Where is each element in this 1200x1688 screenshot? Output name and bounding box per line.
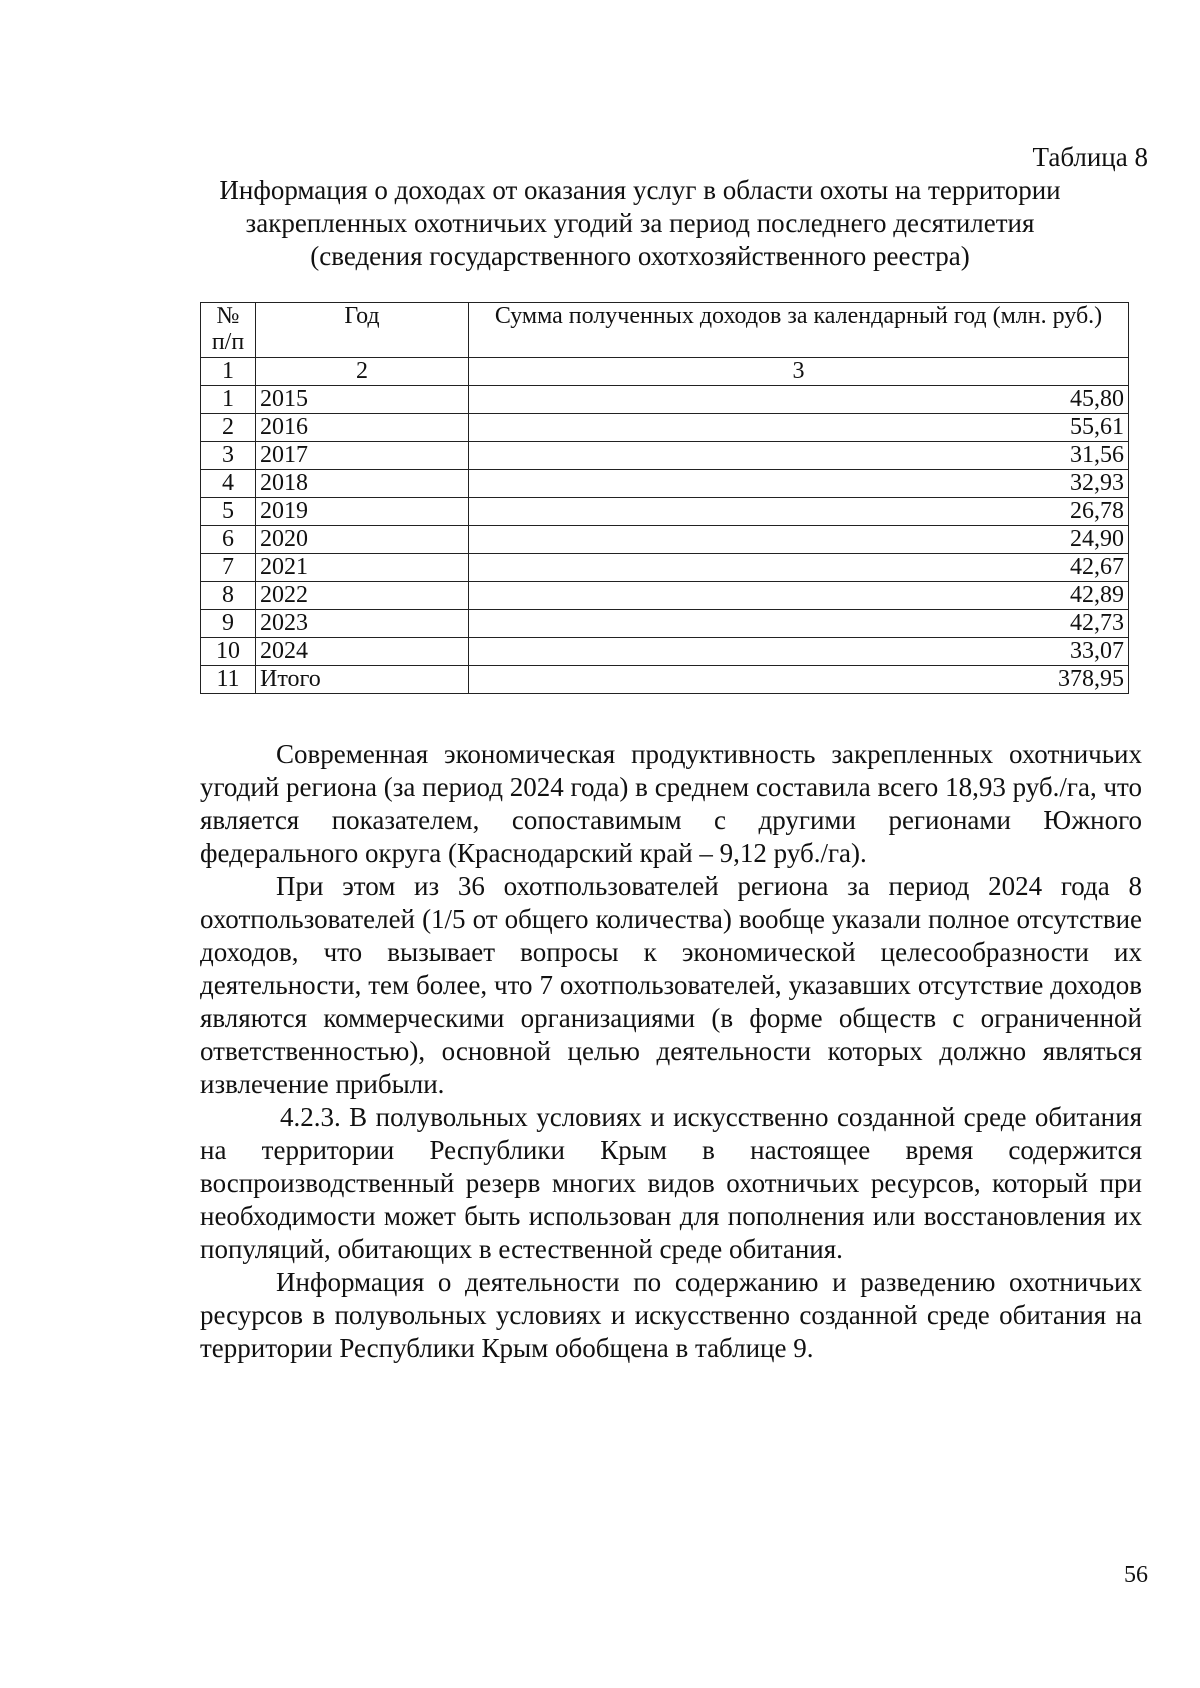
row-sum: 26,78 xyxy=(469,498,1129,526)
income-table xyxy=(200,302,1129,694)
row-year: 2024 xyxy=(256,638,469,666)
column-number-row xyxy=(201,358,1129,386)
header-sum: Сумма полученных доходов за календарный год (млн. руб.) xyxy=(469,303,1129,358)
row-number: 1 xyxy=(201,386,256,414)
row-sum: 42,73 xyxy=(469,610,1129,638)
body-text xyxy=(200,738,1142,1365)
page-number: 56 xyxy=(1124,1562,1148,1588)
column-number: 2 xyxy=(256,358,469,386)
table-row xyxy=(201,610,1129,638)
paragraph: Современная экономическая продуктивность закрепленных охотничьих угодий региона (за период 2024 года) в среднем составила всего 18,93 руб./га, что является показателем, сопоставимым с другими регионами Южного федерального округа (Краснодарский край – 9,12 руб./га). xyxy=(200,739,1142,868)
paragraph: 4.2.3. В полувольных условиях и искусственно созданной среде обитания на территории Республики Крым в настоящее время содержится воспроизводственный резерв многих видов охотничьих ресурсов, который при необходимости может быть использован для пополнения или восстановления их популяций, обитающих в естественной среде обитания. xyxy=(200,1102,1142,1264)
row-year: 2020 xyxy=(256,526,469,554)
row-year: 2023 xyxy=(256,610,469,638)
column-number: 3 xyxy=(469,358,1129,386)
table-row xyxy=(201,442,1129,470)
table-row xyxy=(201,582,1129,610)
row-sum: 24,90 xyxy=(469,526,1129,554)
row-year: 2015 xyxy=(256,386,469,414)
row-number: 10 xyxy=(201,638,256,666)
row-number: 7 xyxy=(201,554,256,582)
row-number: 2 xyxy=(201,414,256,442)
row-sum: 33,07 xyxy=(469,638,1129,666)
row-year: 2022 xyxy=(256,582,469,610)
header-year: Год xyxy=(256,303,469,358)
row-year: Итого xyxy=(256,666,469,694)
table-row xyxy=(201,498,1129,526)
row-number: 6 xyxy=(201,526,256,554)
table-row xyxy=(201,470,1129,498)
row-sum: 32,93 xyxy=(469,470,1129,498)
title-line: (сведения государственного охотхозяйственного реестра) xyxy=(310,241,970,271)
title-line: Информация о доходах от оказания услуг в области охоты на территории xyxy=(219,175,1061,205)
row-number: 5 xyxy=(201,498,256,526)
row-sum: 31,56 xyxy=(469,442,1129,470)
row-year: 2018 xyxy=(256,470,469,498)
paragraph: При этом из 36 охотпользователей региона за период 2024 года 8 охотпользователей (1/5 от общего количества) вообще указали полное отсутствие доходов, что вызывает вопросы к экономической целесообразности их деятельности, тем более, что 7 охотпользователей, указавших отсутствие доходов являются коммерческими организациями (в форме обществ с ограниченной ответственностью), основной целью деятельности которых должно являться извлечение прибыли. xyxy=(200,871,1142,1099)
row-number: 11 xyxy=(201,666,256,694)
table-row xyxy=(201,666,1129,694)
table-row xyxy=(201,386,1129,414)
row-sum: 55,61 xyxy=(469,414,1129,442)
row-number: 9 xyxy=(201,610,256,638)
column-number: 1 xyxy=(201,358,256,386)
table-header-row xyxy=(201,303,1129,358)
row-year: 2019 xyxy=(256,498,469,526)
row-year: 2016 xyxy=(256,414,469,442)
row-year: 2017 xyxy=(256,442,469,470)
row-year: 2021 xyxy=(256,554,469,582)
header-number: № п/п xyxy=(201,303,256,358)
table-row xyxy=(201,414,1129,442)
table-label: Таблица 8 xyxy=(1032,142,1148,172)
row-sum: 378,95 xyxy=(469,666,1129,694)
table-row xyxy=(201,526,1129,554)
paragraph: Информация о деятельности по содержанию и разведению охотничьих ресурсов в полувольных условиях и искусственно созданной среде обитания на территории Республики Крым обобщена в таблице 9. xyxy=(200,1267,1142,1363)
row-number: 3 xyxy=(201,442,256,470)
row-number: 8 xyxy=(201,582,256,610)
table-row xyxy=(201,554,1129,582)
table-title xyxy=(150,174,1130,273)
row-number: 4 xyxy=(201,470,256,498)
row-sum: 42,67 xyxy=(469,554,1129,582)
row-sum: 42,89 xyxy=(469,582,1129,610)
title-line: закрепленных охотничьих угодий за период последнего десятилетия xyxy=(245,208,1035,238)
row-sum: 45,80 xyxy=(469,386,1129,414)
table-row xyxy=(201,638,1129,666)
